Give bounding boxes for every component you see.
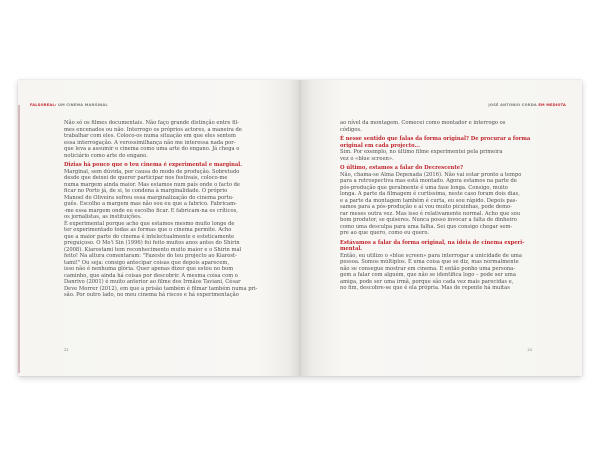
text-line: pre ao que quero, como eu quero.: [340, 230, 430, 236]
text-line: É experimental porque acho que estamos mesmo muito longe de: [64, 220, 235, 227]
text-line: longa. A parte da filmagem é curtíssima, neste caso foram dois dias,: [340, 191, 520, 197]
header-subtitle: UM CINEMA MARGINAL: [57, 103, 108, 107]
text-line: bom produtor, se quiseres. Nunca posso invocar a falta de dinheiro: [340, 217, 517, 223]
text-line: mes encenados ou não. Interrogo os próprios actores, a maneira de: [64, 126, 242, 133]
page-number-right: 23: [527, 348, 532, 352]
text-line: gem a falar com alguém, que não se identifica logo – pode ser uma: [340, 272, 516, 278]
header-title-right: EM MEDIOTA: [538, 103, 566, 107]
text-line: Sim. Por exemplo, no último filme experimentei pela primeira: [340, 149, 503, 155]
text-line: pessoa. Somos múltiplos. É uma coisa que se diz, mas normalmente: [340, 259, 519, 265]
question-line: O último, estamos a falar do Decrescente?: [340, 165, 464, 171]
text-line: preguiçoso. O Mo'i Sin (1996) foi feito muitos anos antes do Shirin: [64, 240, 240, 246]
text-line: Então, eu utilizo o «blue screen» para interrogar a unicidade de uma: [340, 252, 522, 259]
text-line: tami!" Ou seja: consigo antecipar coisas que depois aparecem,: [64, 259, 229, 266]
text-line: como uma desculpa para uma falha. Sei que consigo chegar sem-: [340, 223, 513, 230]
text-line: essa interrogação. A verossimilhança não me interessa nada por-: [64, 139, 236, 146]
text-line: para a retrospectiva mas está montado. Agora estamos na parte de: [340, 178, 517, 184]
text-line: Marginal, sem dúvida, por causa do modo de produção. Sobretudo: [64, 168, 240, 175]
open-book: [18, 80, 582, 376]
text-line: vez o «blue screen».: [340, 155, 394, 162]
page-number-left: 22: [64, 348, 69, 352]
text-line: rar meses outra vez. Mas isso é relativamente normal. Acho que sou: [340, 210, 521, 217]
header-author: JOSÉ ANTÓNIO CORDA: [488, 103, 537, 107]
right-body-text: [340, 120, 532, 292]
text-line: trabalhar com eles. Coloco-os numa situação em que eles sentem: [64, 133, 236, 139]
question-line: É nesse sentido que falas da forma original? De procurar a forma: [340, 136, 531, 142]
text-line: isso não é nenhuma glória. Quer apenas dizer que estou no bom: [64, 266, 234, 272]
running-header-right: [488, 103, 566, 107]
text-line: ter experimentado todas as formas que o cinema permite. Acho: [64, 227, 232, 233]
text-line: Manoel de Oliveira sofreu essa marginalização do cinema portu-: [64, 194, 234, 201]
right-page: [300, 80, 582, 376]
text-line: desde que deixei de querer participar nos festivais, coloco-me: [64, 175, 228, 181]
text-line: (2008). Kiarostami tem reconhecimento muito maior e o Shirin mal: [64, 246, 242, 253]
page-edge-mark: [18, 105, 20, 373]
text-line: Não, chama-se Alma Depenada (2016). Não vai estar pronto a tempo: [340, 171, 522, 178]
text-line: que leva a assumir o cinema como uma arte do engano. Já chega o: [64, 146, 240, 152]
running-header-left: [30, 103, 108, 107]
text-line: noticiário como arte do engano.: [64, 152, 148, 159]
text-line: feito! Na altura comentaram: "Fazeste do teu projecto ao Kiarost-: [64, 253, 237, 259]
text-line: os jornalistas, as instituições.: [64, 214, 142, 220]
text-line: ficar no Porto já, de si, te condena à marginalidade. O próprio: [64, 188, 228, 194]
book-gutter: [288, 80, 312, 376]
text-line: guês. Escolho a margem mas não sou eu que a fabrico. Fabricam-: [64, 201, 237, 207]
text-line: amiga, pode ser uma irmã, porque são cada vez mais parecidas e,: [340, 278, 514, 285]
text-line: no fim, descobre-se que é ela própria. Mas de repente há muitas: [340, 285, 510, 291]
question-line: original em cada projecto...: [340, 142, 420, 149]
text-line: Danrivo (2001) é muito anterior ao filme dos Irmãos Taviani, César: [64, 279, 241, 285]
text-line: códigos.: [340, 126, 362, 133]
text-line: caminho, que ainda há coisas por descobrir. A mesma coisa com o: [64, 272, 238, 279]
left-body-text: [64, 120, 264, 299]
question-line: mental.: [340, 246, 363, 252]
question-line: Estávamos a falar da forma original, na ideia de cinema experi-: [340, 239, 525, 246]
text-line: -me essa margem onde eu escolho ficar. E fabricam-na os críticos,: [64, 207, 238, 214]
text-line: são. Por outro lado, no meu cinema há riscos e há experimentação: [64, 292, 239, 298]
text-line: Deve Morrer (2012), em que a prisão também é filmar também numa pri-: [64, 285, 258, 292]
text-line: numa margem ainda maior. Mas estamos num país onde o facto de: [64, 181, 241, 188]
question-line: Dizias há pouco que o teu cinema é experimental e marginal.: [64, 162, 243, 168]
text-line: Não só os filmes documentais. Não faço grande distinção entre fil-: [64, 120, 239, 126]
header-title: FALSOREAL:: [30, 103, 57, 107]
text-line: ao nível da montagem. Comecei como montador e interrogo os: [340, 120, 506, 126]
text-line: e a parte da montagem também é curta, eu sou rápido. Depois pas-: [340, 197, 518, 204]
text-line: não se consegue mostrar em cinema. E então ponho uma persona-: [340, 265, 516, 272]
left-page: [18, 80, 300, 376]
text-line: pós-produção que geralmente é uma fase longa. Consigo, muito: [340, 184, 508, 191]
text-line: samos para a pós-produção e aí vou muito picuinhas, pode demo-: [340, 204, 512, 210]
text-line: que a maior parte do cinema é intelectualmente e esteticamente: [64, 233, 235, 240]
